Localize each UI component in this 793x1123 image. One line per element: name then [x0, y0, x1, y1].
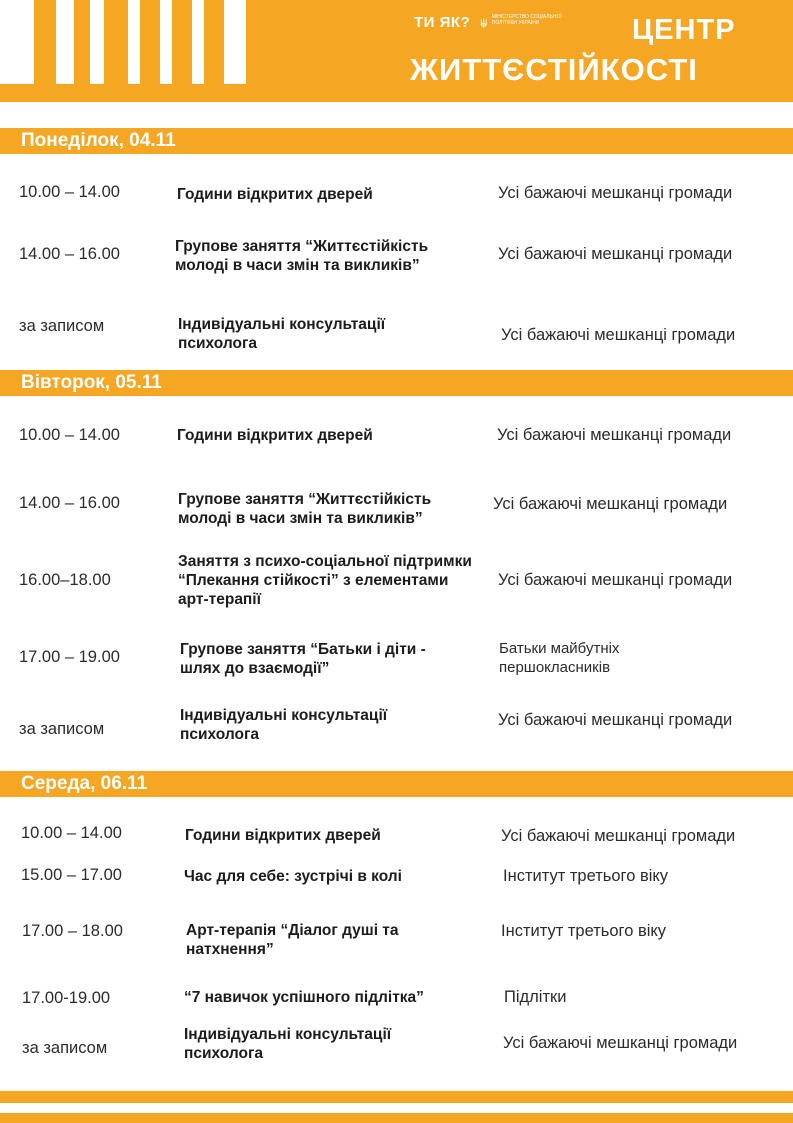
time-cell: 10.00 – 14.00 — [21, 824, 122, 842]
time-cell: 14.00 – 16.00 — [19, 245, 120, 263]
event-cell: Групове заняття “Життєстійкість молоді в часи змін та викликів” — [175, 238, 429, 274]
title-line-1: ЦЕНТР — [632, 14, 736, 46]
event-cell: Заняття з психо-соціальної підтримки “Плекання стійкості” з елементами арт-терапії — [178, 553, 472, 608]
time-cell: 10.00 – 14.00 — [19, 426, 120, 444]
audience-cell: Усі бажаючі мешканці громади — [501, 326, 736, 344]
time-cell: за записом — [22, 1039, 108, 1057]
audience-cell: Усі бажаючі мешканці громади — [498, 571, 733, 589]
event-cell: Групове заняття “Батьки і діти - шлях до взаємодії” — [180, 641, 426, 677]
event-cell: Арт-терапія “Діалог душі та натхнення” — [186, 922, 399, 958]
audience-cell: Інститут третього віку — [501, 922, 667, 940]
time-cell: 17.00 – 19.00 — [19, 648, 120, 666]
time-cell: 17.00-19.00 — [22, 989, 111, 1007]
event-cell: “7 навичок успішного підлітка” — [184, 989, 424, 1006]
day-header: Вівторок, 05.11 — [0, 370, 793, 396]
event-cell: Індивідуальні консультації психолога — [178, 316, 386, 352]
audience-cell: Усі бажаючі мешканці громади — [497, 426, 732, 444]
event-cell: Індивідуальні консультації психолога — [180, 707, 388, 743]
trident-icon — [480, 14, 488, 32]
decor-stripe — [0, 0, 34, 84]
decor-stripe — [90, 0, 104, 84]
audience-cell: Усі бажаючі мешканці громади — [503, 1034, 738, 1052]
event-cell: Індивідуальні консультації психолога — [184, 1026, 392, 1062]
partner-logos — [414, 14, 566, 35]
audience-cell: Усі бажаючі мешканці громади — [498, 184, 733, 202]
decor-stripe — [224, 0, 246, 84]
event-cell: Години відкритих дверей — [185, 827, 381, 844]
audience-cell: Усі бажаючі мешканці громади — [498, 711, 733, 729]
day-header: Середа, 06.11 — [0, 771, 793, 797]
audience-cell: Усі бажаючі мешканці громади — [498, 245, 733, 263]
event-cell: Години відкритих дверей — [177, 427, 373, 444]
audience-cell: Батьки майбутніх першокласників — [499, 640, 620, 676]
day-header: Понеділок, 04.11 — [0, 128, 793, 154]
event-cell: Час для себе: зустрічі в колі — [184, 868, 402, 885]
footer-stripe — [0, 1091, 793, 1103]
decor-stripe — [128, 0, 140, 84]
time-cell: 16.00–18.00 — [19, 571, 111, 589]
tiyak-logo: ТИ ЯК? — [414, 14, 471, 31]
audience-cell: Інститут третього віку — [503, 867, 669, 885]
audience-cell: Усі бажаючі мешканці громади — [501, 827, 736, 845]
event-cell: Години відкритих дверей — [177, 186, 373, 203]
ministry-logo: МІНІСТЕРСТВО СОЦІАЛЬНОЇ ПОЛІТИКИ УКРАЇНИ — [480, 14, 566, 32]
footer-stripe — [0, 1113, 793, 1123]
time-cell: за записом — [19, 720, 105, 738]
decor-stripe — [160, 0, 172, 84]
audience-cell: Усі бажаючі мешканці громади — [493, 495, 728, 513]
audience-cell: Підлітки — [504, 988, 567, 1006]
time-cell: 15.00 – 17.00 — [21, 866, 122, 884]
header-banner — [0, 0, 793, 102]
time-cell: 14.00 – 16.00 — [19, 494, 120, 512]
event-cell: Групове заняття “Життєстійкість молоді в часи змін та викликів” — [178, 491, 432, 527]
time-cell: 17.00 – 18.00 — [22, 922, 123, 940]
decor-stripe — [192, 0, 204, 84]
decor-stripe — [56, 0, 74, 84]
title-line-2: ЖИТТЄСТІЙКОСТІ — [410, 52, 698, 87]
time-cell: за записом — [19, 317, 105, 335]
time-cell: 10.00 – 14.00 — [19, 183, 120, 201]
